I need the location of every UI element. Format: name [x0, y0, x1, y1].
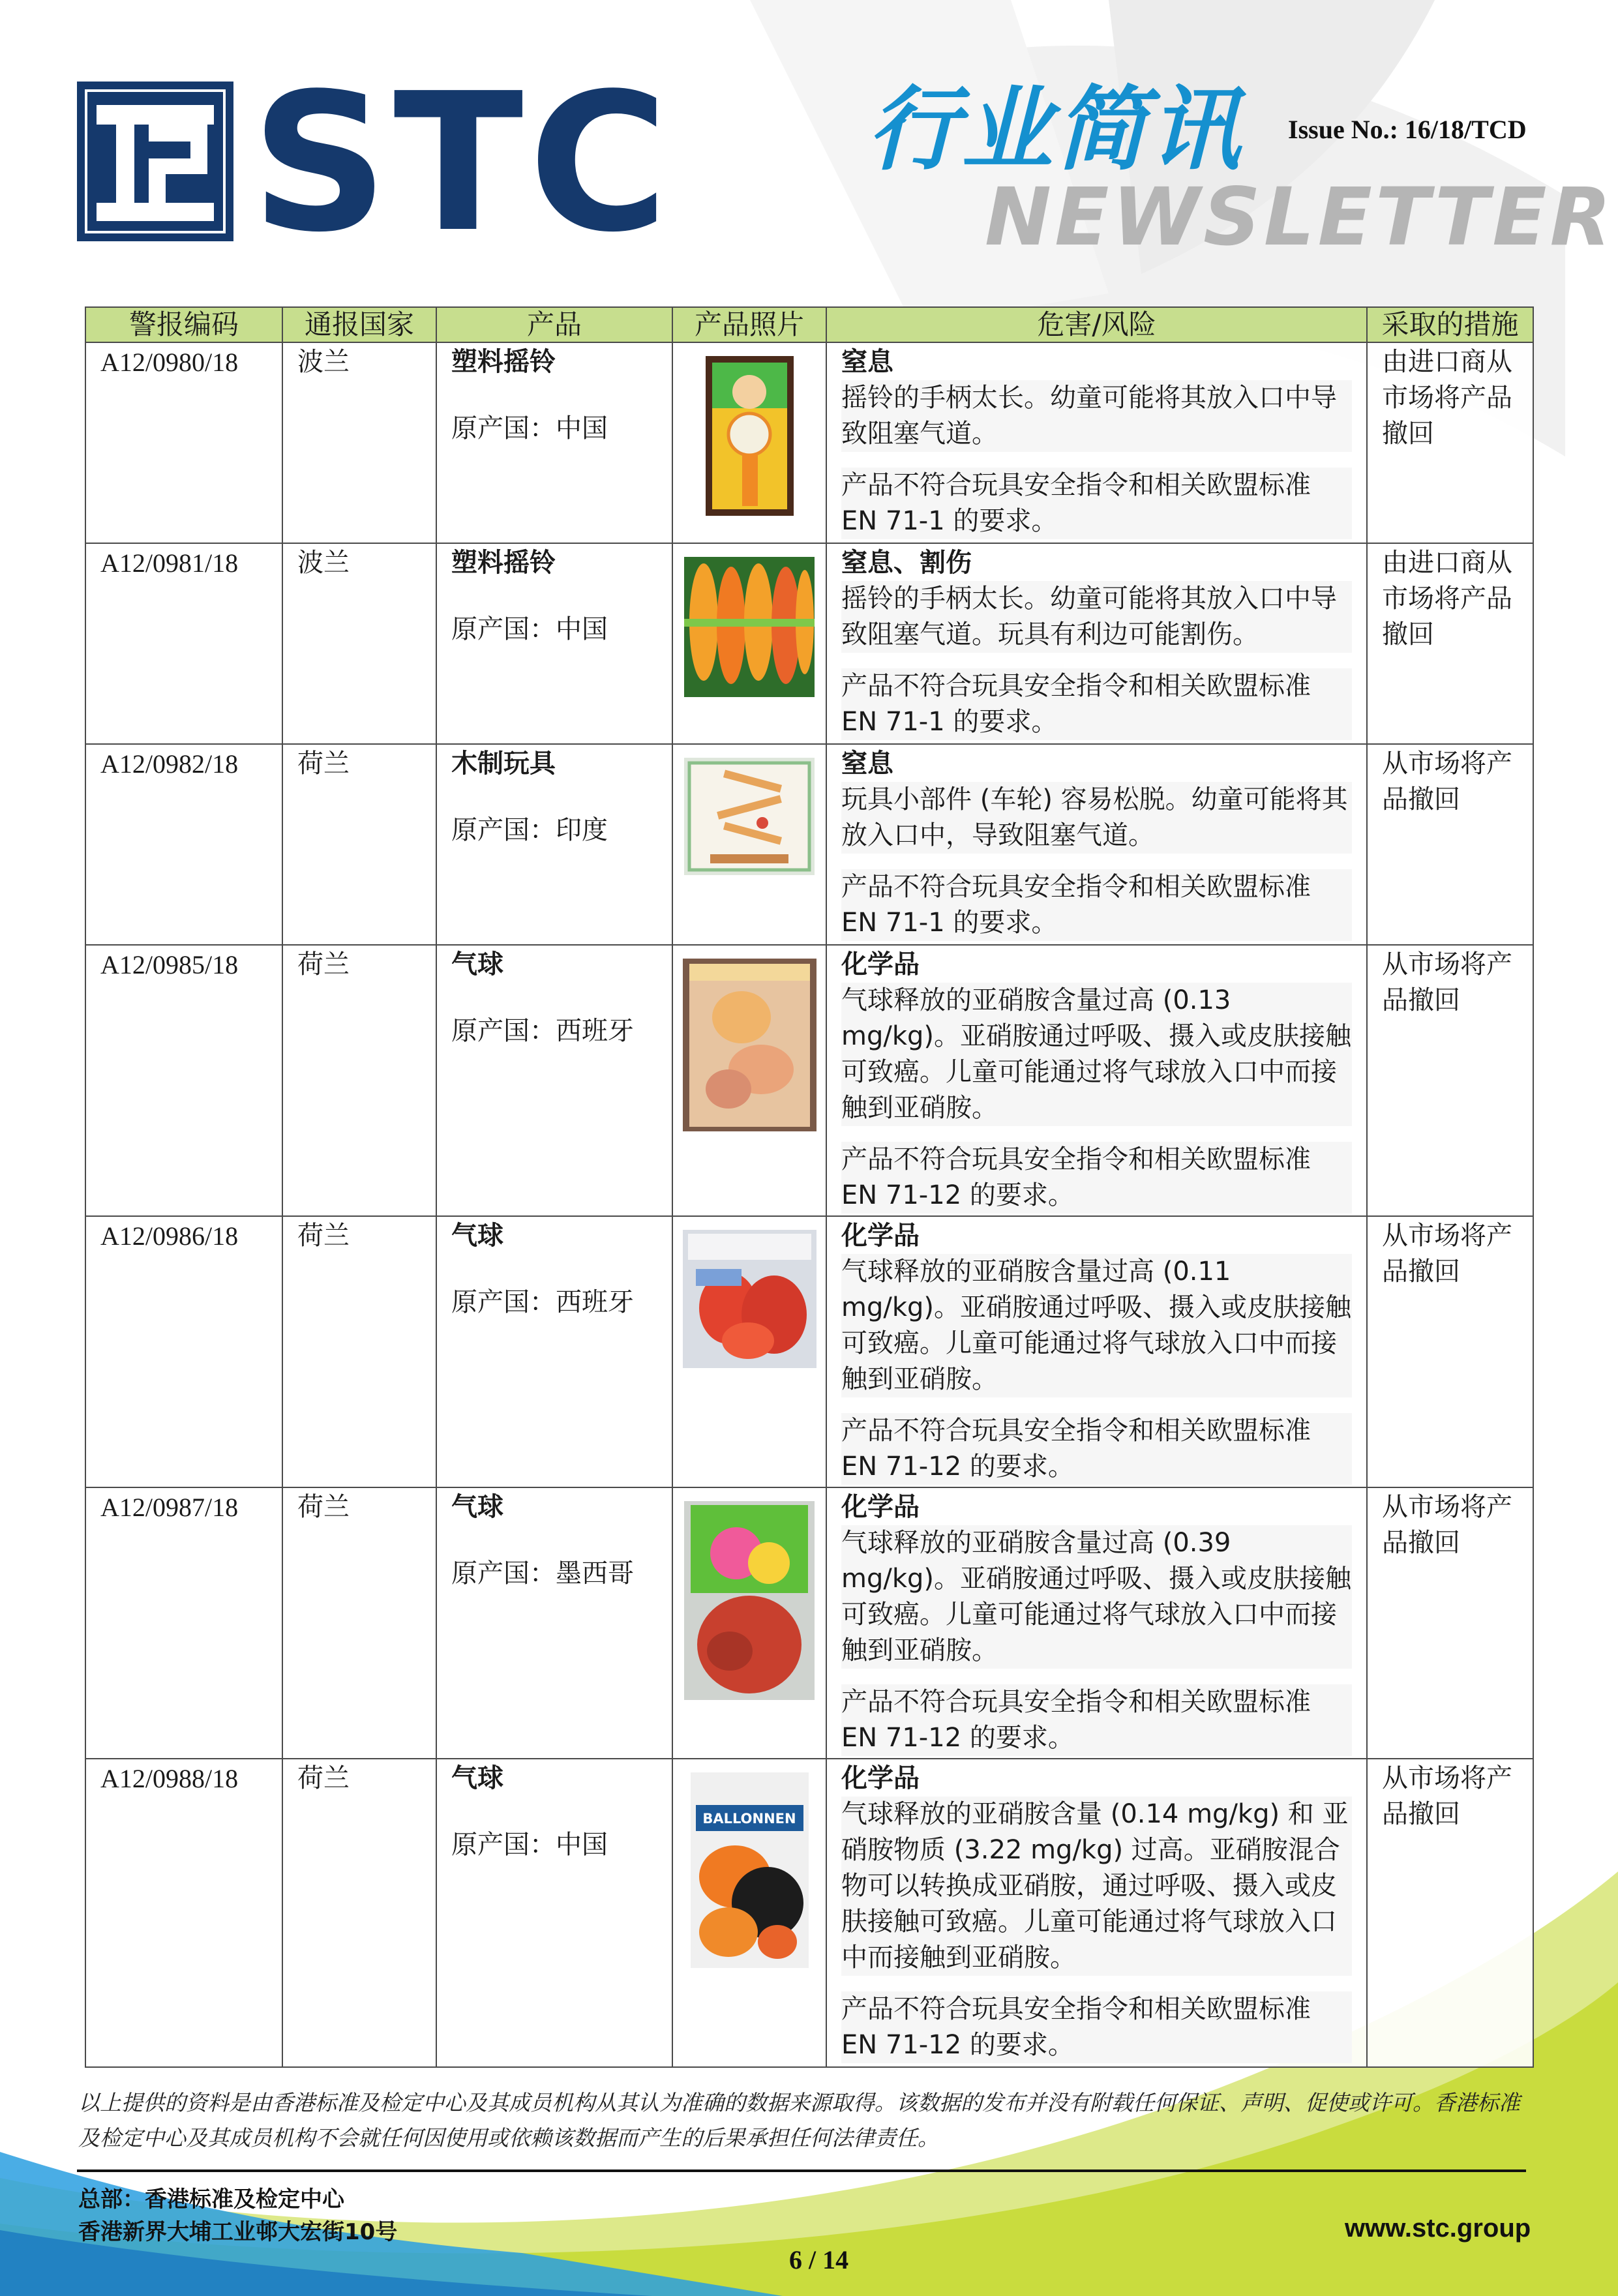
country: 波兰	[282, 543, 436, 744]
header-photo: 产品照片	[672, 307, 826, 342]
table-header-row	[85, 307, 1533, 342]
hazard-title: 化学品	[841, 1763, 920, 1793]
header-measures: 采取的措施	[1367, 307, 1533, 342]
alert-id: A12/0985/18	[85, 945, 282, 1216]
origin: 原产国：墨西哥	[451, 1558, 634, 1588]
product-name: 塑料摇铃	[451, 347, 556, 377]
brand-name: STC	[251, 52, 674, 274]
hazard-title: 化学品	[841, 1492, 920, 1522]
balloon-bag-photo-icon	[683, 959, 816, 1131]
hazard-standard: 产品不符合玩具安全指令和相关欧盟标准 EN 71-12 的要求。	[841, 1142, 1352, 1214]
page-number: 6 / 14	[789, 2245, 849, 2274]
hazard-title: 窒息、割伤	[841, 548, 972, 578]
stc-logo-icon	[77, 82, 233, 241]
headquarters-label: 总部：香港标准及检定中心	[78, 2186, 344, 2213]
product-name: 气球	[451, 949, 503, 979]
hazard-title: 化学品	[841, 949, 920, 979]
alert-id: A12/0986/18	[85, 1216, 282, 1487]
country: 荷兰	[282, 945, 436, 1216]
alert-id: A12/0988/18	[85, 1759, 282, 2067]
product-photo	[672, 543, 826, 744]
measure: 由进口商从市场将产品撤回	[1367, 342, 1533, 543]
country: 荷兰	[282, 1216, 436, 1487]
hazard-description: 玩具小部件 (车轮) 容易松脱。幼童可能将其放入口中，导致阻塞气道。	[841, 782, 1352, 854]
product-cell	[436, 342, 672, 543]
origin: 原产国：西班牙	[451, 1287, 634, 1317]
table-row	[85, 1216, 1533, 1487]
origin: 原产国：印度	[451, 815, 608, 845]
table-row	[85, 1759, 1533, 2067]
product-cell	[436, 1487, 672, 1759]
product-photo	[672, 1487, 826, 1759]
table-row	[85, 543, 1533, 744]
hazard-standard: 产品不符合玩具安全指令和相关欧盟标准 EN 71-12 的要求。	[841, 1684, 1352, 1756]
origin: 原产国：中国	[451, 413, 608, 443]
origin: 原产国：西班牙	[451, 1016, 634, 1046]
rattles-photo-icon	[684, 557, 815, 697]
alert-id: A12/0987/18	[85, 1487, 282, 1759]
table-row	[85, 744, 1533, 945]
product-photo	[672, 744, 826, 945]
alert-table	[85, 306, 1534, 2068]
alert-id: A12/0981/18	[85, 543, 282, 744]
balloon-bag-photo-icon	[683, 1230, 816, 1368]
hazard-title: 窒息	[841, 347, 893, 377]
hazard-cell	[826, 543, 1367, 744]
product-cell	[436, 945, 672, 1216]
hazard-description: 气球释放的亚硝胺含量 (0.14 mg/kg) 和 亚硝胺物质 (3.22 mg/kg) 过高。亚硝胺混合物可以转换成亚硝胺，通过呼吸、摄入或皮肤接触可致癌。儿童可能通过将气球放入口中而接触到亚硝胺。	[841, 1797, 1352, 1976]
header-alert-id: 警报编码	[85, 307, 282, 342]
hazard-standard: 产品不符合玩具安全指令和相关欧盟标准 EN 71-12 的要求。	[841, 1991, 1352, 2063]
hazard-standard: 产品不符合玩具安全指令和相关欧盟标准 EN 71-12 的要求。	[841, 1413, 1352, 1485]
table-row	[85, 945, 1533, 1216]
disclaimer: 以上提供的资料是由香港标准及检定中心及其成员机构从其认为准确的数据来源取得。该数据的发布并没有附载任何保证、声明、促使或许可。香港标准及检定中心及其成员机构不会就任何因使用或依赖该数据而产生的后果承担任何法律责任。	[78, 2090, 1520, 2151]
origin: 原产国：中国	[451, 614, 608, 644]
balloon-pack-photo-icon	[683, 1772, 816, 1968]
newsletter-title-en: NEWSLETTER	[985, 171, 1615, 263]
headquarters-address: 香港新界大埔工业邨大宏街10号	[78, 2219, 398, 2245]
hazard-cell	[826, 744, 1367, 945]
hazard-cell	[826, 1759, 1367, 2067]
product-name: 气球	[451, 1221, 503, 1251]
product-cell	[436, 1216, 672, 1487]
issue-number: Issue No.: 16/18/TCD	[1288, 115, 1527, 144]
product-name: 气球	[451, 1492, 503, 1522]
rattle-photo-icon	[706, 356, 794, 516]
product-photo	[672, 342, 826, 543]
footer-divider	[77, 2169, 1526, 2172]
product-photo	[672, 1759, 826, 2067]
alert-id: A12/0980/18	[85, 342, 282, 543]
website-link[interactable]: www.stc.group	[1345, 2214, 1531, 2243]
product-photo	[672, 1216, 826, 1487]
hazard-standard: 产品不符合玩具安全指令和相关欧盟标准 EN 71-1 的要求。	[841, 468, 1352, 539]
measure: 由进口商从市场将产品撤回	[1367, 543, 1533, 744]
table-row	[85, 342, 1533, 543]
measure: 从市场将产品撤回	[1367, 1759, 1533, 2067]
hazard-description: 气球释放的亚硝胺含量过高 (0.39 mg/kg)。亚硝胺通过呼吸、摄入或皮肤接触可致癌。儿童可能通过将气球放入口中而接触到亚硝胺。	[841, 1525, 1352, 1669]
hazard-cell	[826, 1216, 1367, 1487]
origin: 原产国：中国	[451, 1830, 608, 1860]
measure: 从市场将产品撤回	[1367, 744, 1533, 945]
product-name: 气球	[451, 1763, 503, 1793]
photo-pack-label: BALLONNEN	[702, 1811, 796, 1826]
hazard-title: 化学品	[841, 1221, 920, 1251]
newsletter-title-cn: 行业简讯	[867, 77, 1244, 183]
product-cell	[436, 1759, 672, 2067]
hazard-cell	[826, 342, 1367, 543]
product-cell	[436, 543, 672, 744]
product-name: 木制玩具	[451, 749, 556, 779]
hazard-standard: 产品不符合玩具安全指令和相关欧盟标准 EN 71-1 的要求。	[841, 668, 1352, 740]
header-hazard: 危害/风险	[826, 307, 1367, 342]
alert-id: A12/0982/18	[85, 744, 282, 945]
measure: 从市场将产品撤回	[1367, 1216, 1533, 1487]
country: 荷兰	[282, 744, 436, 945]
country: 荷兰	[282, 1487, 436, 1759]
hazard-description: 气球释放的亚硝胺含量过高 (0.13 mg/kg)。亚硝胺通过呼吸、摄入或皮肤接触可致癌。儿童可能通过将气球放入口中而接触到亚硝胺。	[841, 983, 1352, 1126]
measure: 从市场将产品撤回	[1367, 945, 1533, 1216]
hazard-description: 摇铃的手柄太长。幼童可能将其放入口中导致阻塞气道。玩具有利边可能割伤。	[841, 581, 1352, 653]
header-product: 产品	[436, 307, 672, 342]
hazard-cell	[826, 945, 1367, 1216]
hazard-cell	[826, 1487, 1367, 1759]
product-name: 塑料摇铃	[451, 548, 556, 578]
measure: 从市场将产品撤回	[1367, 1487, 1533, 1759]
wooden-toy-photo-icon	[684, 758, 815, 875]
hazard-description: 摇铃的手柄太长。幼童可能将其放入口中导致阻塞气道。	[841, 380, 1352, 452]
table-row	[85, 1487, 1533, 1759]
product-photo	[672, 945, 826, 1216]
product-cell	[436, 744, 672, 945]
balloon-bag-photo-icon	[684, 1501, 815, 1700]
hazard-standard: 产品不符合玩具安全指令和相关欧盟标准 EN 71-1 的要求。	[841, 869, 1352, 941]
header-country: 通报国家	[282, 307, 436, 342]
hazard-title: 窒息	[841, 749, 893, 779]
hazard-description: 气球释放的亚硝胺含量过高 (0.11 mg/kg)。亚硝胺通过呼吸、摄入或皮肤接触可致癌。儿童可能通过将气球放入口中而接触到亚硝胺。	[841, 1254, 1352, 1397]
country: 波兰	[282, 342, 436, 543]
country: 荷兰	[282, 1759, 436, 2067]
